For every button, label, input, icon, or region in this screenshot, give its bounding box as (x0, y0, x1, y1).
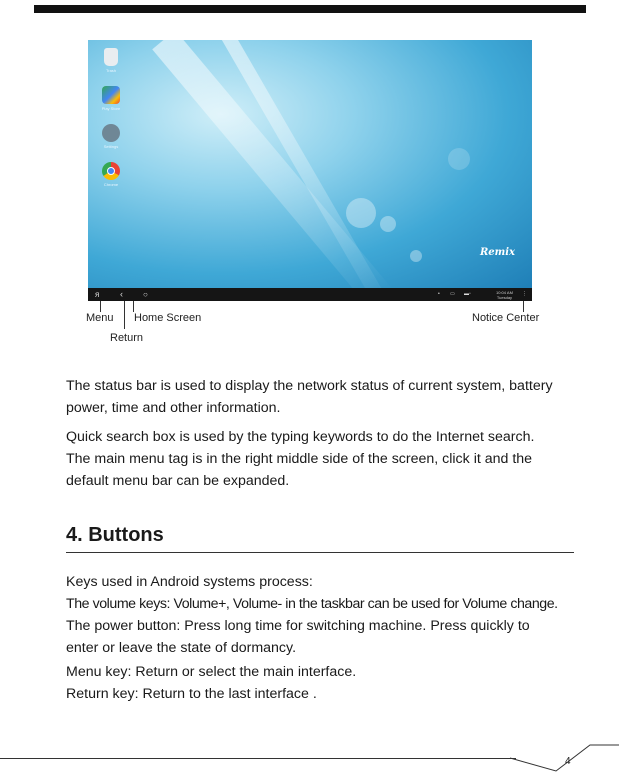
paragraph-line: default menu bar can be expanded. (66, 473, 290, 489)
clock[interactable] (496, 290, 513, 301)
paragraph-line: Menu key: Return or select the main interface. (66, 664, 357, 680)
search-paragraph (66, 426, 586, 492)
remix-menu-icon[interactable]: ᴙ (95, 290, 100, 299)
paragraph-line: Quick search box is used by the typing keywords to do the Internet search. (66, 429, 535, 445)
notification-icon[interactable]: ⋮ (522, 291, 527, 297)
back-icon[interactable]: ‹ (120, 289, 123, 299)
trash-label: Trash (105, 68, 117, 73)
settings-label: Settings (103, 144, 119, 149)
signal-icon: ▭ (450, 291, 455, 297)
desktop-wallpaper (88, 40, 532, 288)
page-number: 4 (565, 756, 571, 767)
paragraph-line: enter or leave the state of dormancy. (66, 640, 297, 656)
paragraph-line: The volume keys: Volume+, Volume- in the taskbar can be used for Volume change. (66, 596, 558, 612)
wifi-icon: • (438, 291, 440, 297)
home-icon[interactable]: ○ (143, 290, 148, 299)
play-store-label: Play Store (101, 106, 121, 111)
paragraph-line: The main menu tag is in the right middle side of the screen, click it and the (66, 451, 533, 467)
paragraph-line: power, time and other information. (66, 400, 281, 416)
settings-icon[interactable] (100, 124, 122, 149)
keys-paragraph (66, 661, 586, 705)
chrome-icon[interactable] (100, 162, 122, 187)
battery-icon: ▬▫ (464, 291, 471, 297)
remix-logo: Remix (480, 247, 516, 258)
taskbar (88, 288, 532, 301)
header-bar (34, 5, 586, 13)
notice-center-callout: Notice Center (472, 312, 540, 324)
footer-rule (0, 758, 516, 759)
trash-icon[interactable] (100, 48, 122, 73)
buttons-paragraph (66, 571, 586, 659)
paragraph-line: Keys used in Android systems process: (66, 574, 313, 590)
status-bar-paragraph (66, 375, 586, 419)
chrome-label: Chrome (103, 182, 119, 187)
clock-day: Tuesday (496, 295, 513, 300)
paragraph-line: The status bar is used to display the network status of current system, battery (66, 378, 553, 394)
paragraph-line: The power button: Press long time for switching machine. Press quickly to (66, 618, 530, 634)
paragraph-line: Return key: Return to the last interface . (66, 686, 317, 702)
play-store-icon[interactable] (100, 86, 122, 111)
clock-time: 10:04 AM (496, 290, 513, 295)
home-screen-callout: Home Screen (134, 312, 202, 324)
device-screenshot (88, 40, 532, 301)
return-callout: Return (110, 332, 144, 344)
menu-callout: Menu (86, 312, 114, 324)
section-title: 4. Buttons (66, 524, 164, 546)
section-heading (66, 522, 574, 553)
